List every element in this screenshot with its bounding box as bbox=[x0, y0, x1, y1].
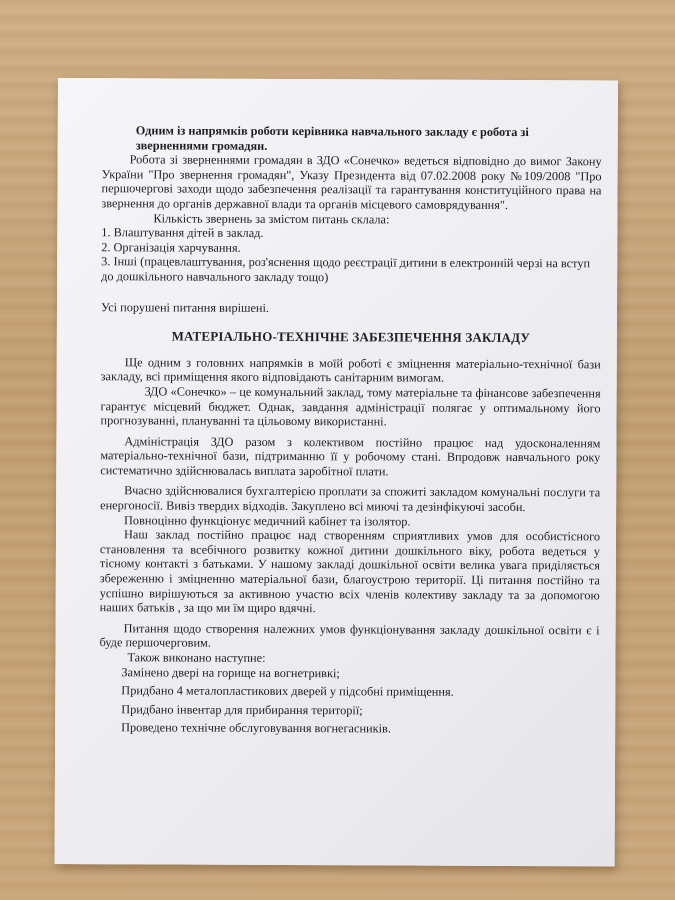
intro-title: Одним із напрямків роботи керівника навчального закладу є робота зі зверненнями громадян. bbox=[135, 123, 529, 153]
list-item: 2. Організація харчування. bbox=[101, 239, 241, 255]
intro-paragraph: Робота зі зверненнями громадян в ЗДО «Сонечко» ведеться відповідно до вимог Закону України "Про звернення громадян", Указу Президента від 07.02.2008 року №109/2008 "Про першочергові заходи щодо забезпечення реалізації та гарантування конституційного права на звернення до органів державної влади та органів місцевого самоврядування". bbox=[101, 152, 602, 212]
paragraph: Питання щодо створення належних умов функціонування закладу дошкільної освіти є і буде першочерговим. bbox=[99, 621, 600, 651]
paragraph: Повноцінно функціонує медичний кабінет та ізолятор. bbox=[124, 512, 411, 529]
list-item: 1. Влаштування дітей в заклад. bbox=[101, 225, 264, 241]
document-text bbox=[99, 123, 602, 737]
done-item: Придбано інвентар для прибирання території; bbox=[121, 702, 363, 718]
resolved-line: Усі порушені питання вирішені. bbox=[100, 299, 270, 315]
done-item: Придбано 4 металопластикових дверей у підсобні приміщення. bbox=[121, 683, 454, 699]
done-item: Замінено двері на горище на вогнетривкі; bbox=[121, 664, 340, 680]
done-intro: Також виконано наступне: bbox=[127, 650, 266, 665]
done-item: Проведено технічне обслуговування вогнегасників. bbox=[121, 720, 391, 736]
paper-sheet bbox=[55, 78, 618, 866]
paragraph: Ще одним з головних напрямків в моїй роботі є зміцнення матеріально-технічної бази закладу, всі приміщення якого відповідають санітарним вимогам. bbox=[100, 355, 601, 386]
list-item: 3. Інші (працевлаштування, роз'яснення щодо реєстрації дитини в електронній черзі на вступ до дошкільного навчального закладу тощо) bbox=[101, 254, 591, 285]
paragraph: Адміністрація ЗДО разом з колективом постійно працює над удосконаленням матеріально-технічної бази, підтриманню її у робочому стані. Впродовж навчального року систематично здійснювалась виплата заробітної плати. bbox=[100, 433, 601, 479]
paragraph: Наш заклад постійно працює над створенням сприятливих умов для особистісного становлення та всебічного розвитку кожної дитини дошкільного віку, робота ведеться у тісному контакті з батьками. У нашому закладі дошкільної освіти велика увага приділяється збереженню і зміцненню матеріальної бази, благоустрою території. Ці питання постійно та успішно вирішуються за активною участю всіх членів колективу закладу та за допомогою наших батьків , за що ми їм щиро вдячні. bbox=[99, 527, 601, 616]
paragraph: Вчасно здійснювалися бухгалтерією проплати за спожиті закладом комунальні послуги та енергоносії. Вивіз твердих відходів. Закуплено всі миючі та дезінфікуючі засоби. bbox=[100, 483, 601, 515]
count-line: Кількість звернень за змістом питань склала: bbox=[153, 210, 390, 227]
paragraph: ЗДО «Сонечко» – це комунальний заклад, тому матеріальне та фінансове забезпечення гарантує місцевий бюджет. Однак, завдання адміністрації полягає у оптимальному його прогнозуванні, плануванні та цільовому використанні. bbox=[100, 384, 601, 429]
section-heading: МАТЕРІАЛЬНО-ТЕХНІЧНЕ ЗАБЕЗПЕЧЕННЯ ЗАКЛАДУ bbox=[171, 328, 531, 346]
